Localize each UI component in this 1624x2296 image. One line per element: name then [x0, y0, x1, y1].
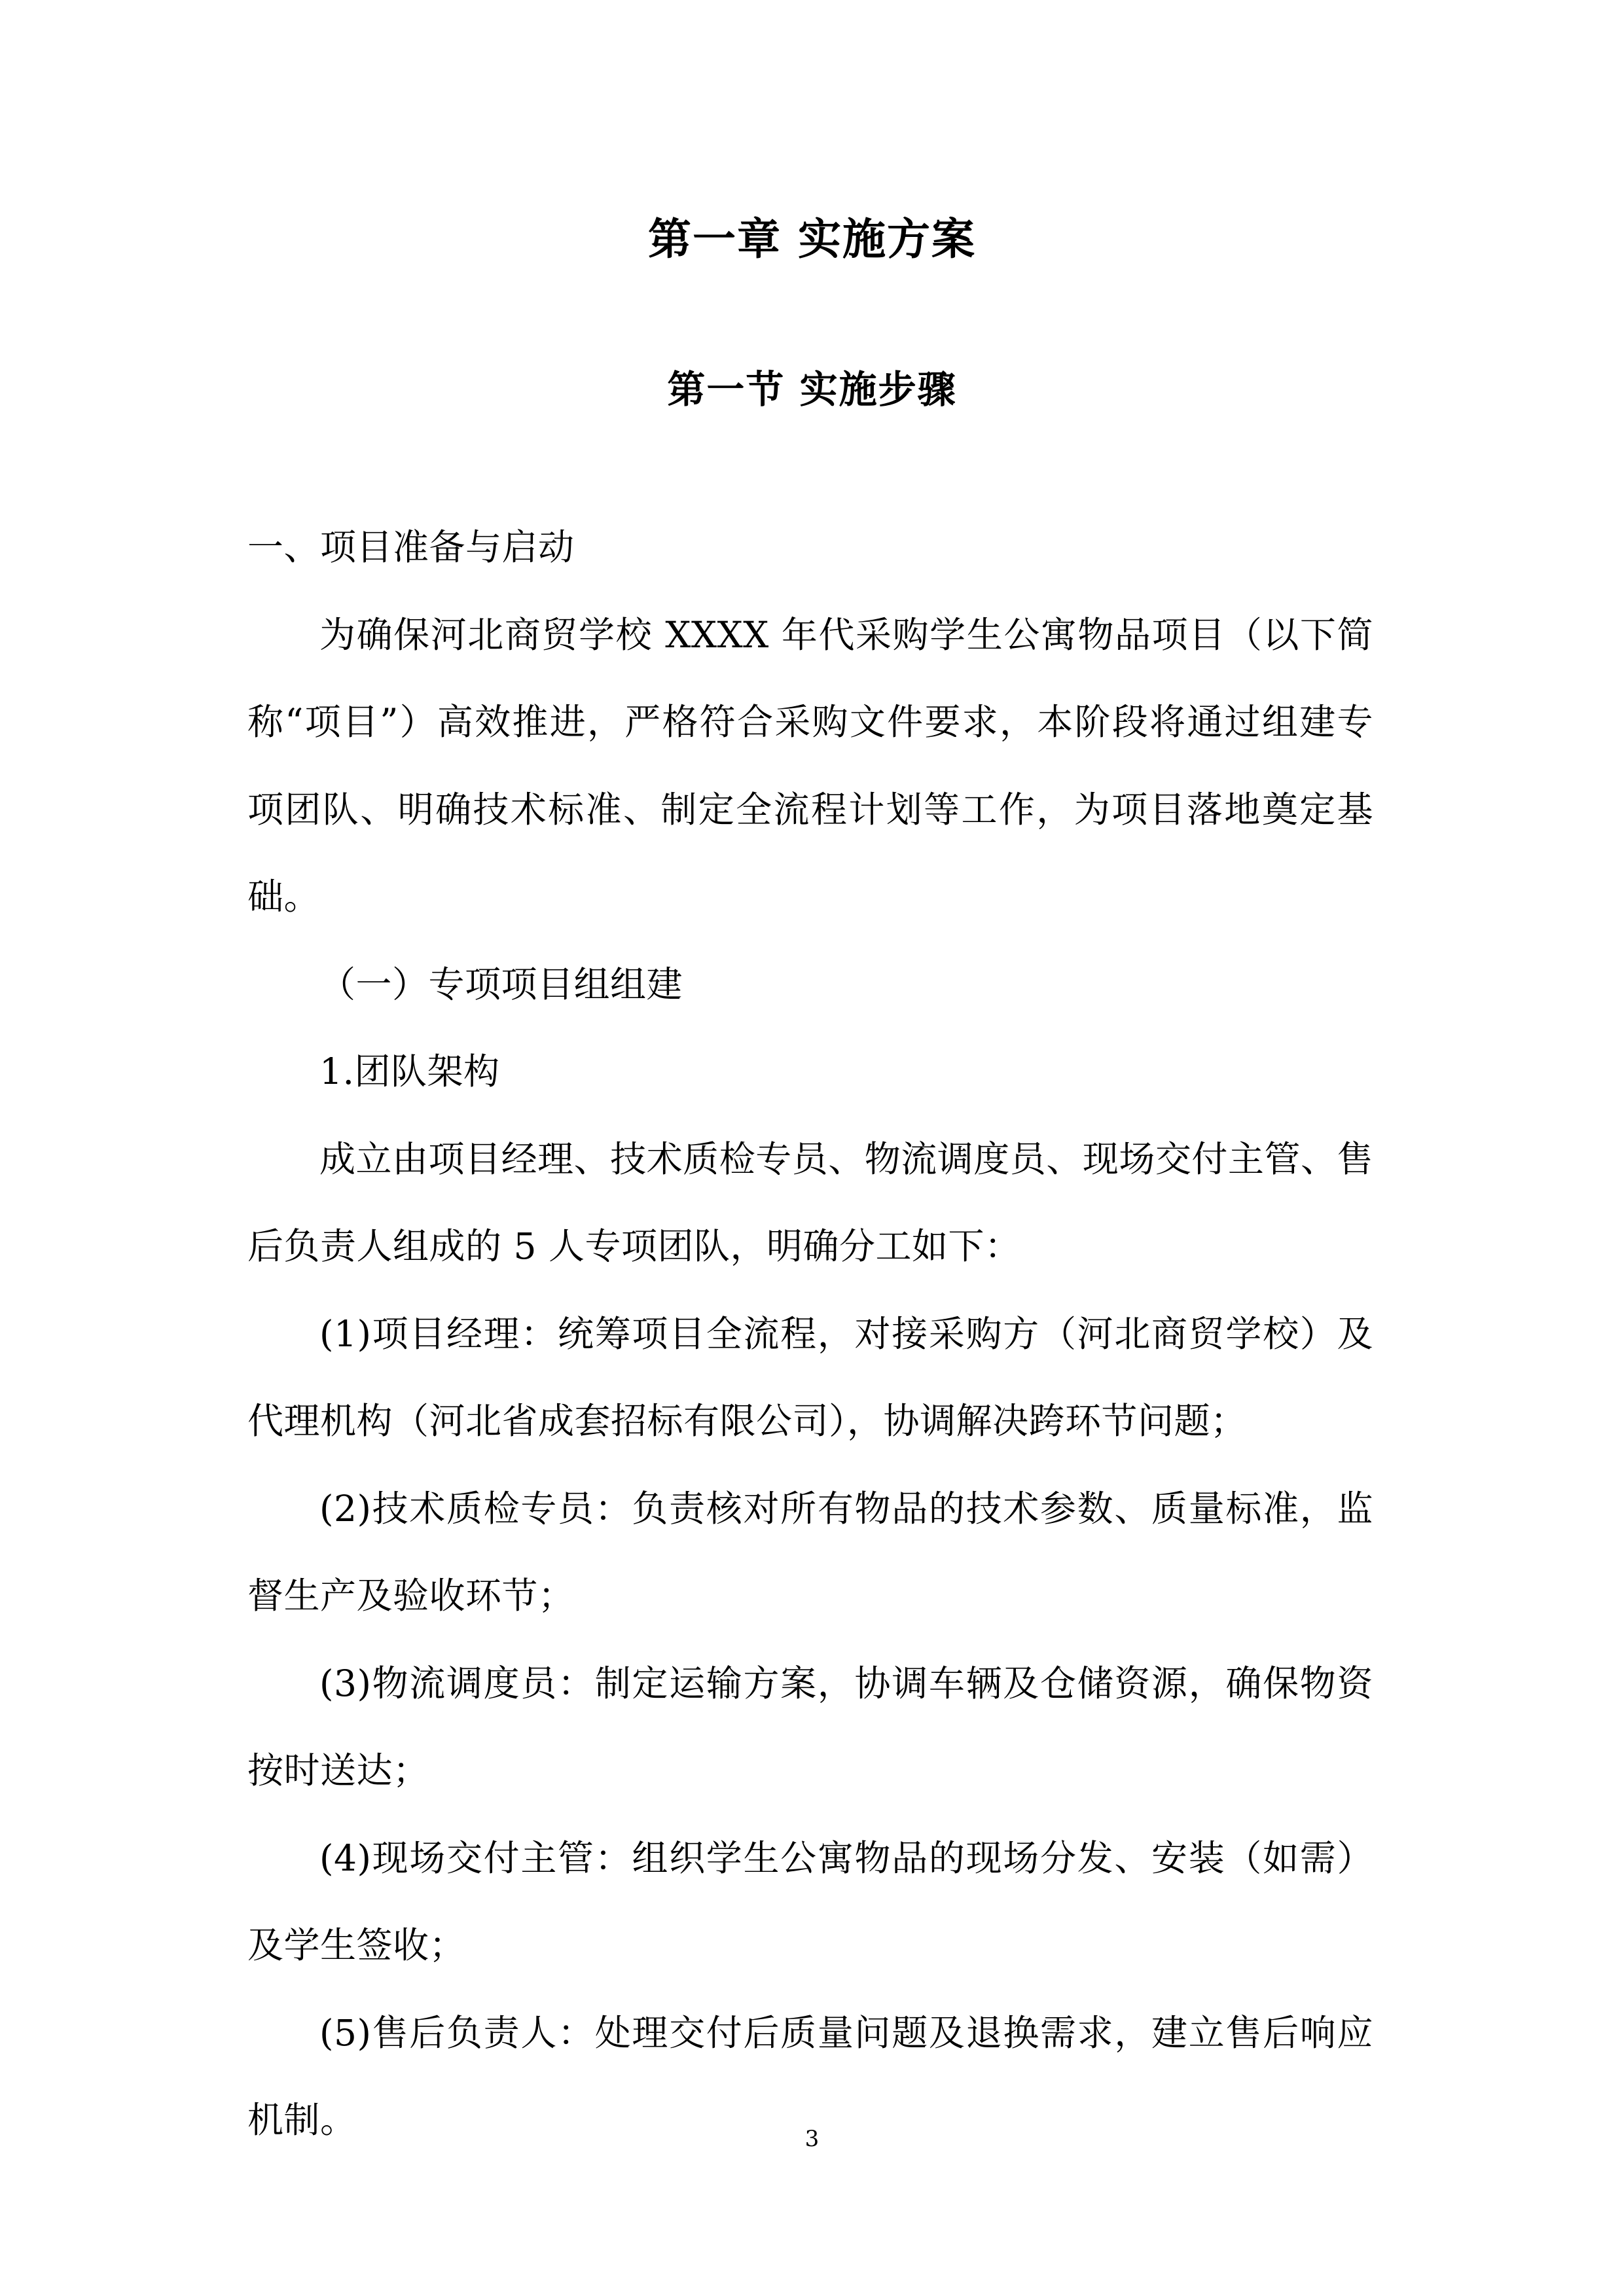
page-number: 3 — [804, 2126, 820, 2152]
section-title: 第一节 实施步骤 — [667, 367, 957, 412]
role-item: (1)项目经理：统筹项目全流程，对接采购方（河北商贸学校）及代理机构（河北省成套招标有限公司），协调解决跨环节问题； — [247, 1312, 1373, 1442]
role-item: (3)物流调度员：制定运输方案，协调车辆及仓储资源，确保物资按时送达； — [247, 1662, 1373, 1791]
subsection-heading-team: （一）专项项目组组建 — [319, 963, 683, 1005]
subsection-heading: 一、项目准备与启动 — [247, 526, 575, 568]
team-structure-heading: 1.团队架构 — [319, 1050, 500, 1092]
role-item: (2)技术质检专员：负责核对所有物品的技术参数、质量标准，监督生产及验收环节； — [247, 1487, 1373, 1617]
role-item: (5)售后负责人：处理交付后质量问题及退换需求，建立售后响应机制。 — [247, 2011, 1373, 2141]
body-text — [247, 504, 1373, 2164]
chapter-title: 第一章 实施方案 — [648, 213, 976, 264]
role-item: (4)现场交付主管：组织学生公寓物品的现场分发、安装（如需）及学生签收； — [247, 1837, 1373, 1966]
team-structure-paragraph: 成立由项目经理、技术质检专员、物流调度员、现场交付主管、售后负责人组成的 5 人专项团队，明确分工如下： — [247, 1138, 1373, 1267]
intro-paragraph: 为确保河北商贸学校 XXXX 年代采购学生公寓物品项目（以下简称“项目”）高效推进，严格符合采购文件要求，本阶段将通过组建专项团队、明确技术标准、制定全流程计划等工作，为项目落地奠定基础。 — [247, 613, 1373, 918]
